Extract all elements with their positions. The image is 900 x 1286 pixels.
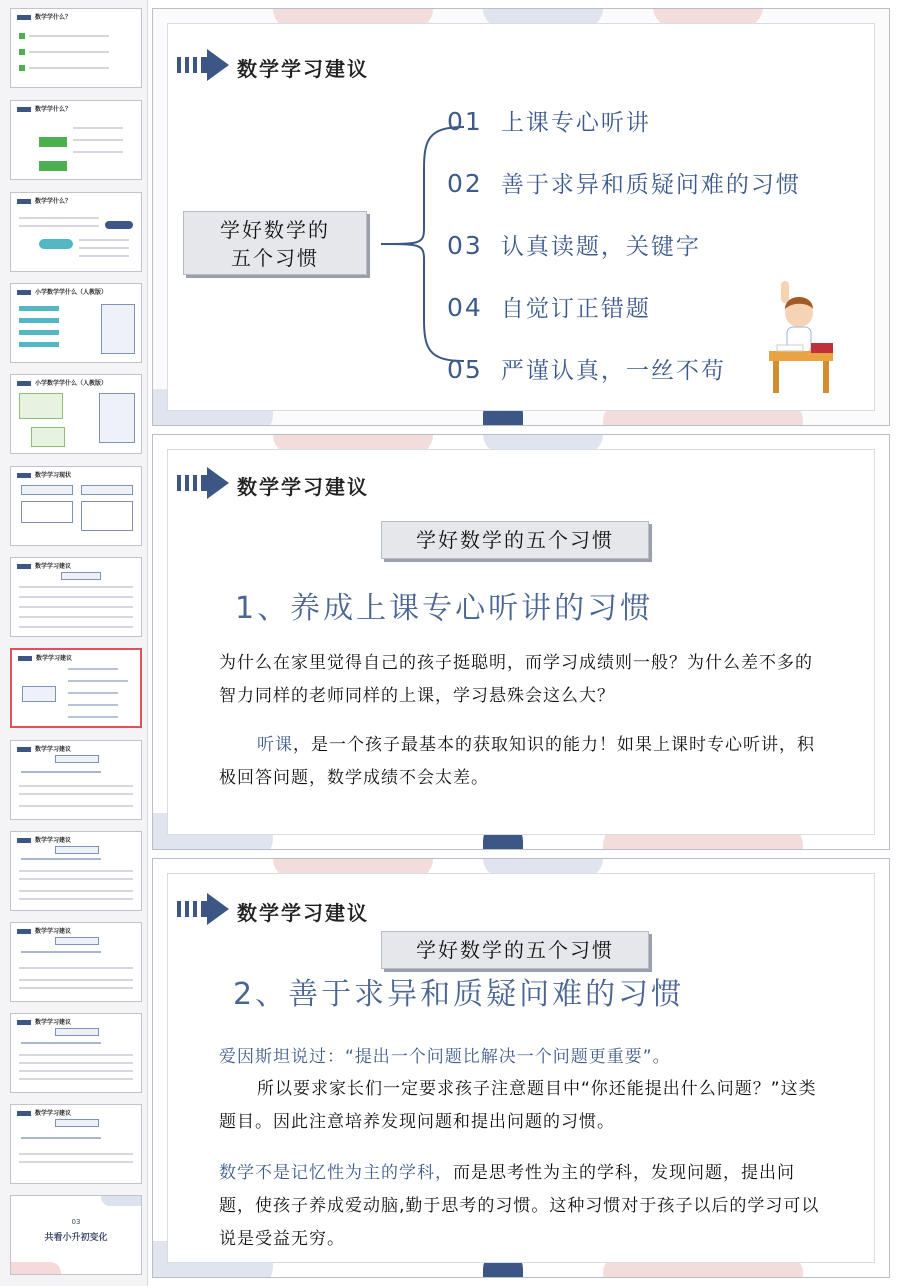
thumb-title: 数学学习建议 [35,928,72,935]
thumb-title: 数学学什么？ [35,14,72,21]
paragraph-question: 为什么在家里觉得自己的孩子挺聪明，而学习成绩则一般？为什么差不多的智力同样的老师同样的上课，学习悬殊会这么大？ [219,653,813,706]
box-title-line-1: 学好数学的 [220,218,330,242]
slide-thumbnail-6[interactable] [10,466,142,546]
thumb-title: 数学学习建议 [35,1019,72,1026]
section-title: 1、养成上课专心听讲的习惯 [235,591,654,626]
paragraph-thinking [219,1157,829,1256]
slide-thumbnail-10[interactable] [10,831,142,911]
slide-thumbnail-1[interactable] [10,8,142,88]
habit-text: 认真读题，关键字 [500,234,701,260]
thumb-title: 数学学什么？ [35,198,72,205]
habit-text: 善于求异和质疑问难的习惯 [500,172,801,198]
box-title-line-2: 五个习惯 [231,246,319,270]
habits-box-title: 学好数学的五个习惯 [381,931,649,969]
habit-item-03 [447,228,701,261]
slide-thumbnail-14[interactable] [10,1195,142,1275]
paragraph-thinking-text: 而是思考性为主的学科，发现问题，提出问题，使孩子养成爱动脑,勤于思考的习惯。这种习惯对于孩子以后的学习可以说是受益无穷。 [219,1163,820,1249]
habit-number: 03 [447,231,483,260]
header-title: 数学学习建议 [237,57,369,81]
slide-thumbnail-11[interactable] [10,922,142,1002]
slide-thumbnail-8-active[interactable] [10,648,142,728]
habit-item-01 [447,104,651,137]
paragraph-parents-text: 所以要求家长们一定要求孩子注意题目中“你还能提出什么问题？”这类题目。因此注意培养发现问题和提出问题的习惯。 [219,1079,817,1132]
slide-thumbnail-3[interactable] [10,192,142,272]
habit-item-04 [447,290,651,323]
habit-text: 上课专心听讲 [500,110,651,136]
thumb-title: 数学学什么？ [35,106,72,113]
slide-thumbnail-5[interactable] [10,374,142,454]
thumb-title: 共看小升初变化 [44,1233,108,1243]
paragraph-listening [219,729,825,795]
slide-3-questioning-habit [152,858,890,1278]
habit-item-05 [447,352,726,385]
slide-thumbnail-9[interactable] [10,740,142,820]
habit-number: 04 [447,293,483,322]
paragraph-listening-text: ，是一个孩子最基本的获取知识的能力！如果上课时专心听讲，积极回答问题，数学成绩不会太差。 [219,735,815,788]
slide-2-listening-habit [152,434,890,850]
thumb-number: 03 [71,1218,81,1226]
thumb-title: 小学数学学什么（人教版） [35,289,108,296]
habit-text: 自觉订正错题 [500,296,651,322]
habit-number: 01 [447,107,483,136]
slide-thumbnail-7[interactable] [10,557,142,637]
habit-item-02 [447,166,801,199]
habit-number: 02 [447,169,483,198]
header-title: 数学学习建议 [237,475,369,499]
slide-thumbnail-2[interactable] [10,100,142,180]
slide-1-habits-overview [152,8,890,426]
habits-box-title [183,211,367,275]
header-title: 数学学习建议 [237,901,369,925]
habit-text: 严谨认真，一丝不苟 [500,358,726,384]
thumb-title: 数学学习建议 [35,837,72,844]
thumb-title: 数学学习现状 [35,472,72,479]
highlight-listening: 听课 [257,735,293,755]
thumb-title: 数学学习建议 [35,746,72,753]
thumb-title: 数学学习建议 [35,563,72,570]
slide-thumbnail-panel [0,0,148,1286]
slide-thumbnail-13[interactable] [10,1104,142,1184]
thumb-title: 小学数学学什么（人教版） [35,380,108,387]
slide-thumbnail-12[interactable] [10,1013,142,1093]
slide-thumbnail-4[interactable] [10,283,142,363]
section-title: 2、善于求异和质疑问难的习惯 [233,977,685,1012]
highlight-thinking: 数学不是记忆性为主的学科， [219,1163,453,1183]
student-at-desk-illustration [763,279,843,399]
thumb-title: 数学学习建议 [35,1110,72,1117]
thumb-title: 数学学习建议 [36,655,73,662]
einstein-quote: 爱因斯坦说过：“提出一个问题比解决一个问题更重要”。 [219,1047,671,1067]
habit-number: 05 [447,355,483,384]
habits-box-title: 学好数学的五个习惯 [381,521,649,559]
paragraph-parents [219,1073,829,1139]
